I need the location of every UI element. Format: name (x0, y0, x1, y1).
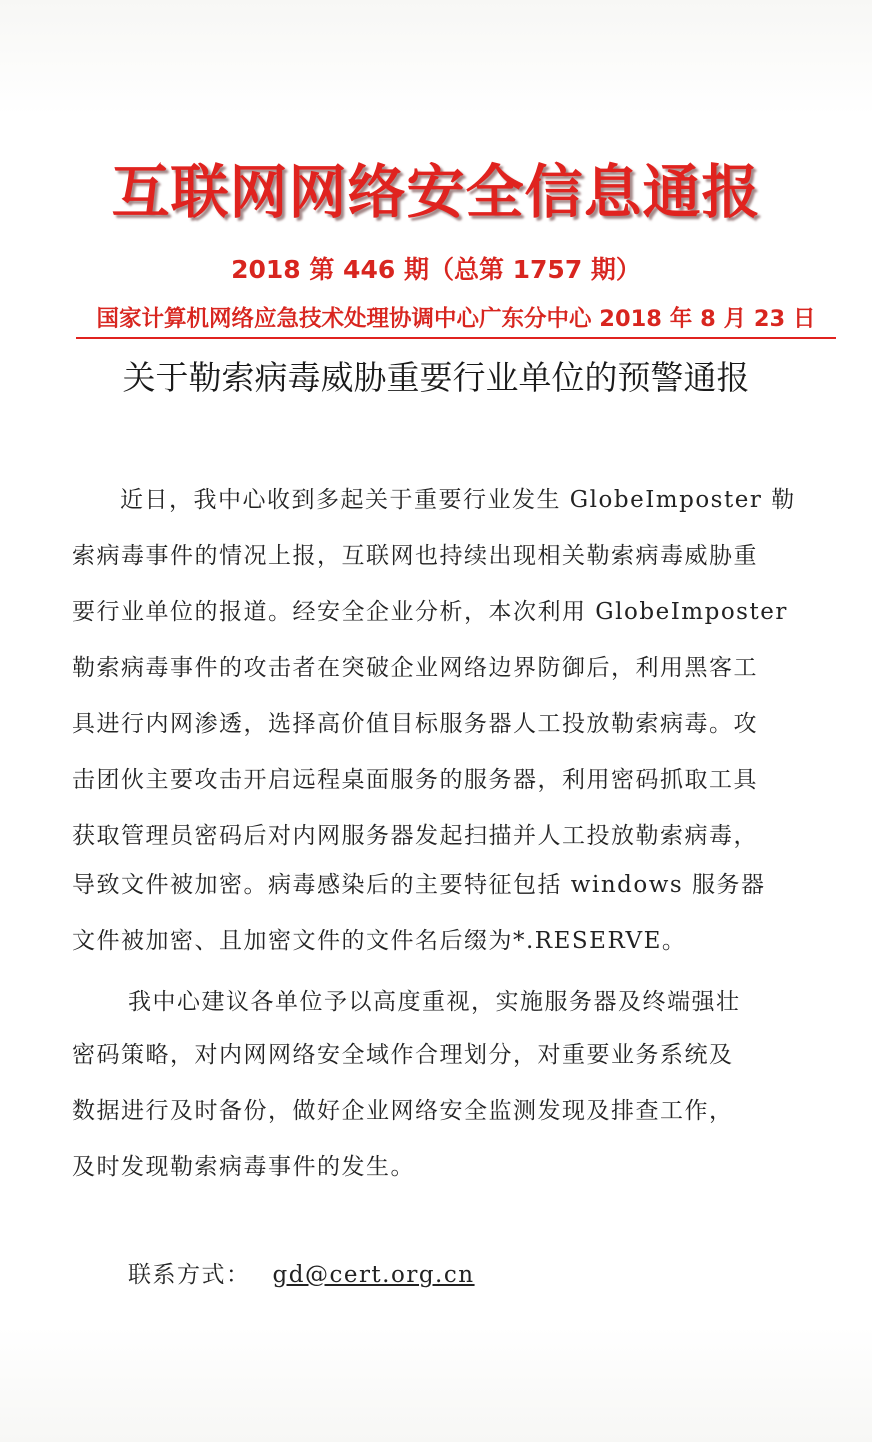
paragraph-1-line: 要行业单位的报道。经安全企业分析，本次利用 GlobeImposter (72, 599, 788, 625)
paragraph-1-line: 获取管理员密码后对内网服务器发起扫描并人工投放勒索病毒， (72, 823, 758, 849)
paragraph-1-line: 导致文件被加密。病毒感染后的主要特征包括 windows 服务器 (72, 872, 766, 898)
paragraph-1-line: 近日，我中心收到多起关于重要行业发生 GlobeImposter 勒 (120, 487, 796, 513)
contact-email-link[interactable]: gd@cert.org.cn (272, 1262, 475, 1288)
header-divider (76, 337, 836, 339)
paragraph-1-line: 索病毒事件的情况上报，互联网也持续出现相关勒索病毒威胁重 (72, 543, 758, 569)
paragraph-1-line: 文件被加密、且加密文件的文件名后缀为*.RESERVE。 (72, 928, 687, 954)
paragraph-1-line: 击团伙主要攻击开启远程桌面服务的服务器，利用密码抓取工具 (72, 767, 758, 793)
paragraph-2-line: 我中心建议各单位予以高度重视，实施服务器及终端强壮 (128, 989, 741, 1015)
paragraph-1-line: 勒索病毒事件的攻击者在突破企业网络边界防御后，利用黑客工 (72, 655, 758, 681)
paragraph-2-line: 密码策略，对内网网络安全域作合理划分，对重要业务系统及 (72, 1042, 734, 1068)
contact-label: 联系方式： (128, 1262, 251, 1288)
paragraph-2-line: 及时发现勒索病毒事件的发生。 (72, 1154, 415, 1180)
paragraph-1-line: 具进行内网渗透，选择高价值目标服务器人工投放勒索病毒。攻 (72, 711, 758, 737)
contact-line (128, 1256, 475, 1289)
paragraph-2-line: 数据进行及时备份，做好企业网络安全监测发现及排查工作， (72, 1098, 734, 1124)
issue-number: 2018 第 446 期（总第 1757 期） (231, 255, 641, 284)
document-title: 关于勒索病毒威胁重要行业单位的预警通报 (122, 358, 750, 397)
issuer-and-date: 国家计算机网络应急技术处理协调中心广东分中心 2018 年 8 月 23 日 (96, 306, 816, 332)
banner-title: 互联网网络安全信息通报 (111, 158, 761, 226)
